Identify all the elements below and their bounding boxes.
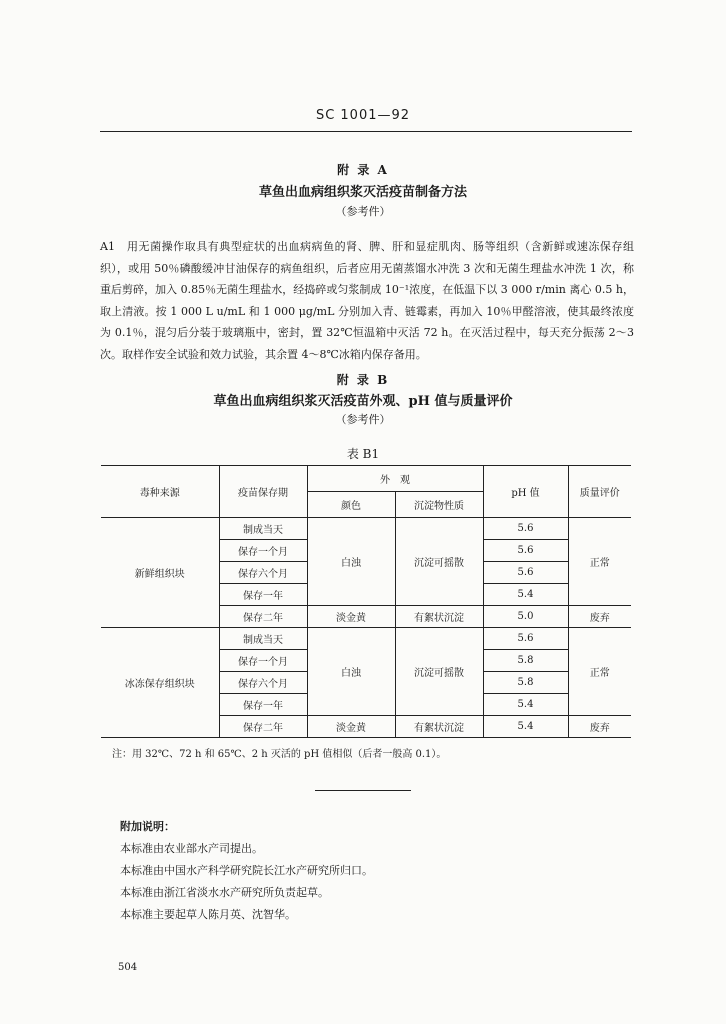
period-cell: 保存二年 <box>219 606 307 628</box>
period-cell: 保存一年 <box>219 584 307 606</box>
standard-code: SC 1001—92 <box>315 108 411 123</box>
ph-cell: 5.6 <box>483 540 568 562</box>
appendix-b-title: 草鱼出血病组织浆灭活疫苗外观、pH 值与质量评价 <box>213 394 513 409</box>
source-fresh: 新鲜组织块 <box>101 518 219 628</box>
appendix-b-reference-note: （参考件） <box>335 413 391 426</box>
table-caption: 表 B1 <box>346 447 380 461</box>
sediment-cell: 沉淀可摇散 <box>395 518 483 606</box>
header-ph: pH 值 <box>483 466 568 518</box>
color-cell: 白浊 <box>307 628 395 716</box>
header-source: 毒种来源 <box>101 466 219 518</box>
ph-cell: 5.4 <box>483 694 568 716</box>
table-note: 注：用 32℃、72 h 和 65℃、2 h 灭活的 pH 值相似（后者一般高 0.1）。 <box>112 749 447 760</box>
appendix-a-reference-note: （参考件） <box>335 205 391 218</box>
header-appearance: 外 观 <box>307 466 483 492</box>
header-color: 颜色 <box>307 492 395 518</box>
header-period: 疫苗保存期 <box>219 466 307 518</box>
appendix-a-paragraph: A1 用无菌操作取具有典型症状的出血病病鱼的肾、脾、肝和显症肌肉、肠等组织（含新鲜或速冻保存组织），或用 50％磷酸缓冲甘油保存的病鱼组织，后者应用无菌蒸馏水冲洗 3 次和无菌生理盐水冲洗 1 次，称重后剪碎，加入 0.85％无菌生理盐水，经捣碎或匀浆制成 10⁻¹浓度，在低温下以 3 000 r/min 离心 0.5 h，取上清液。按 1 000 L u/mL 和 1 000 μg/mL 分别加入青、链霉素，再加入 10％甲醛溶液，使其最终浓度为 0.1％，混匀后分装于玻璃瓶中，密封，置 32℃恒温箱中灭活 72 h。在灭活过程中，每天充分振荡 2～3 次。取样作安全试验和效力试验，其余置 4～8℃冰箱内保存备用。 <box>100 240 634 361</box>
additional-line: 本标准由农业部水产司提出。 <box>120 842 263 855</box>
quality-cell: 正常 <box>568 518 631 606</box>
page-number: 504 <box>118 962 138 973</box>
source-frozen: 冰冻保存组织块 <box>101 628 219 738</box>
period-cell: 制成当天 <box>219 628 307 650</box>
header-quality: 质量评价 <box>568 466 631 518</box>
sediment-cell: 有絮状沉淀 <box>395 606 483 628</box>
period-cell: 保存二年 <box>219 716 307 738</box>
sediment-cell: 沉淀可摇散 <box>395 628 483 716</box>
color-cell: 淡金黄 <box>307 716 395 738</box>
quality-cell: 废弃 <box>568 716 631 738</box>
quality-cell: 正常 <box>568 628 631 716</box>
table-row <box>101 518 631 540</box>
appendix-a-label: 附 录 A <box>337 163 389 177</box>
additional-line: 本标准主要起草人陈月英、沈智华。 <box>120 908 296 921</box>
additional-label: 附加说明： <box>120 820 175 833</box>
quality-table <box>101 465 631 738</box>
sediment-cell: 有絮状沉淀 <box>395 716 483 738</box>
ph-cell: 5.4 <box>483 716 568 738</box>
additional-line: 本标准由浙江省淡水水产研究所负责起草。 <box>120 886 329 899</box>
period-cell: 保存六个月 <box>219 672 307 694</box>
table-row <box>101 628 631 650</box>
additional-notes <box>120 816 373 926</box>
period-cell: 制成当天 <box>219 518 307 540</box>
color-cell: 白浊 <box>307 518 395 606</box>
period-cell: 保存一年 <box>219 694 307 716</box>
period-cell: 保存六个月 <box>219 562 307 584</box>
quality-cell: 废弃 <box>568 606 631 628</box>
separator-rule <box>315 790 411 791</box>
period-cell: 保存一个月 <box>219 540 307 562</box>
appendix-b-label: 附 录 B <box>336 373 390 387</box>
period-cell: 保存一个月 <box>219 650 307 672</box>
header-rule <box>100 131 632 132</box>
ph-cell: 5.6 <box>483 518 568 540</box>
additional-line: 本标准由中国水产科学研究院长江水产研究所归口。 <box>120 864 373 877</box>
color-cell: 淡金黄 <box>307 606 395 628</box>
ph-cell: 5.6 <box>483 628 568 650</box>
ph-cell: 5.4 <box>483 584 568 606</box>
ph-cell: 5.8 <box>483 672 568 694</box>
appendix-a-title: 草鱼出血病组织浆灭活疫苗制备方法 <box>258 185 467 200</box>
ph-cell: 5.6 <box>483 562 568 584</box>
ph-cell: 5.0 <box>483 606 568 628</box>
ph-cell: 5.8 <box>483 650 568 672</box>
header-sediment: 沉淀物性质 <box>395 492 483 518</box>
